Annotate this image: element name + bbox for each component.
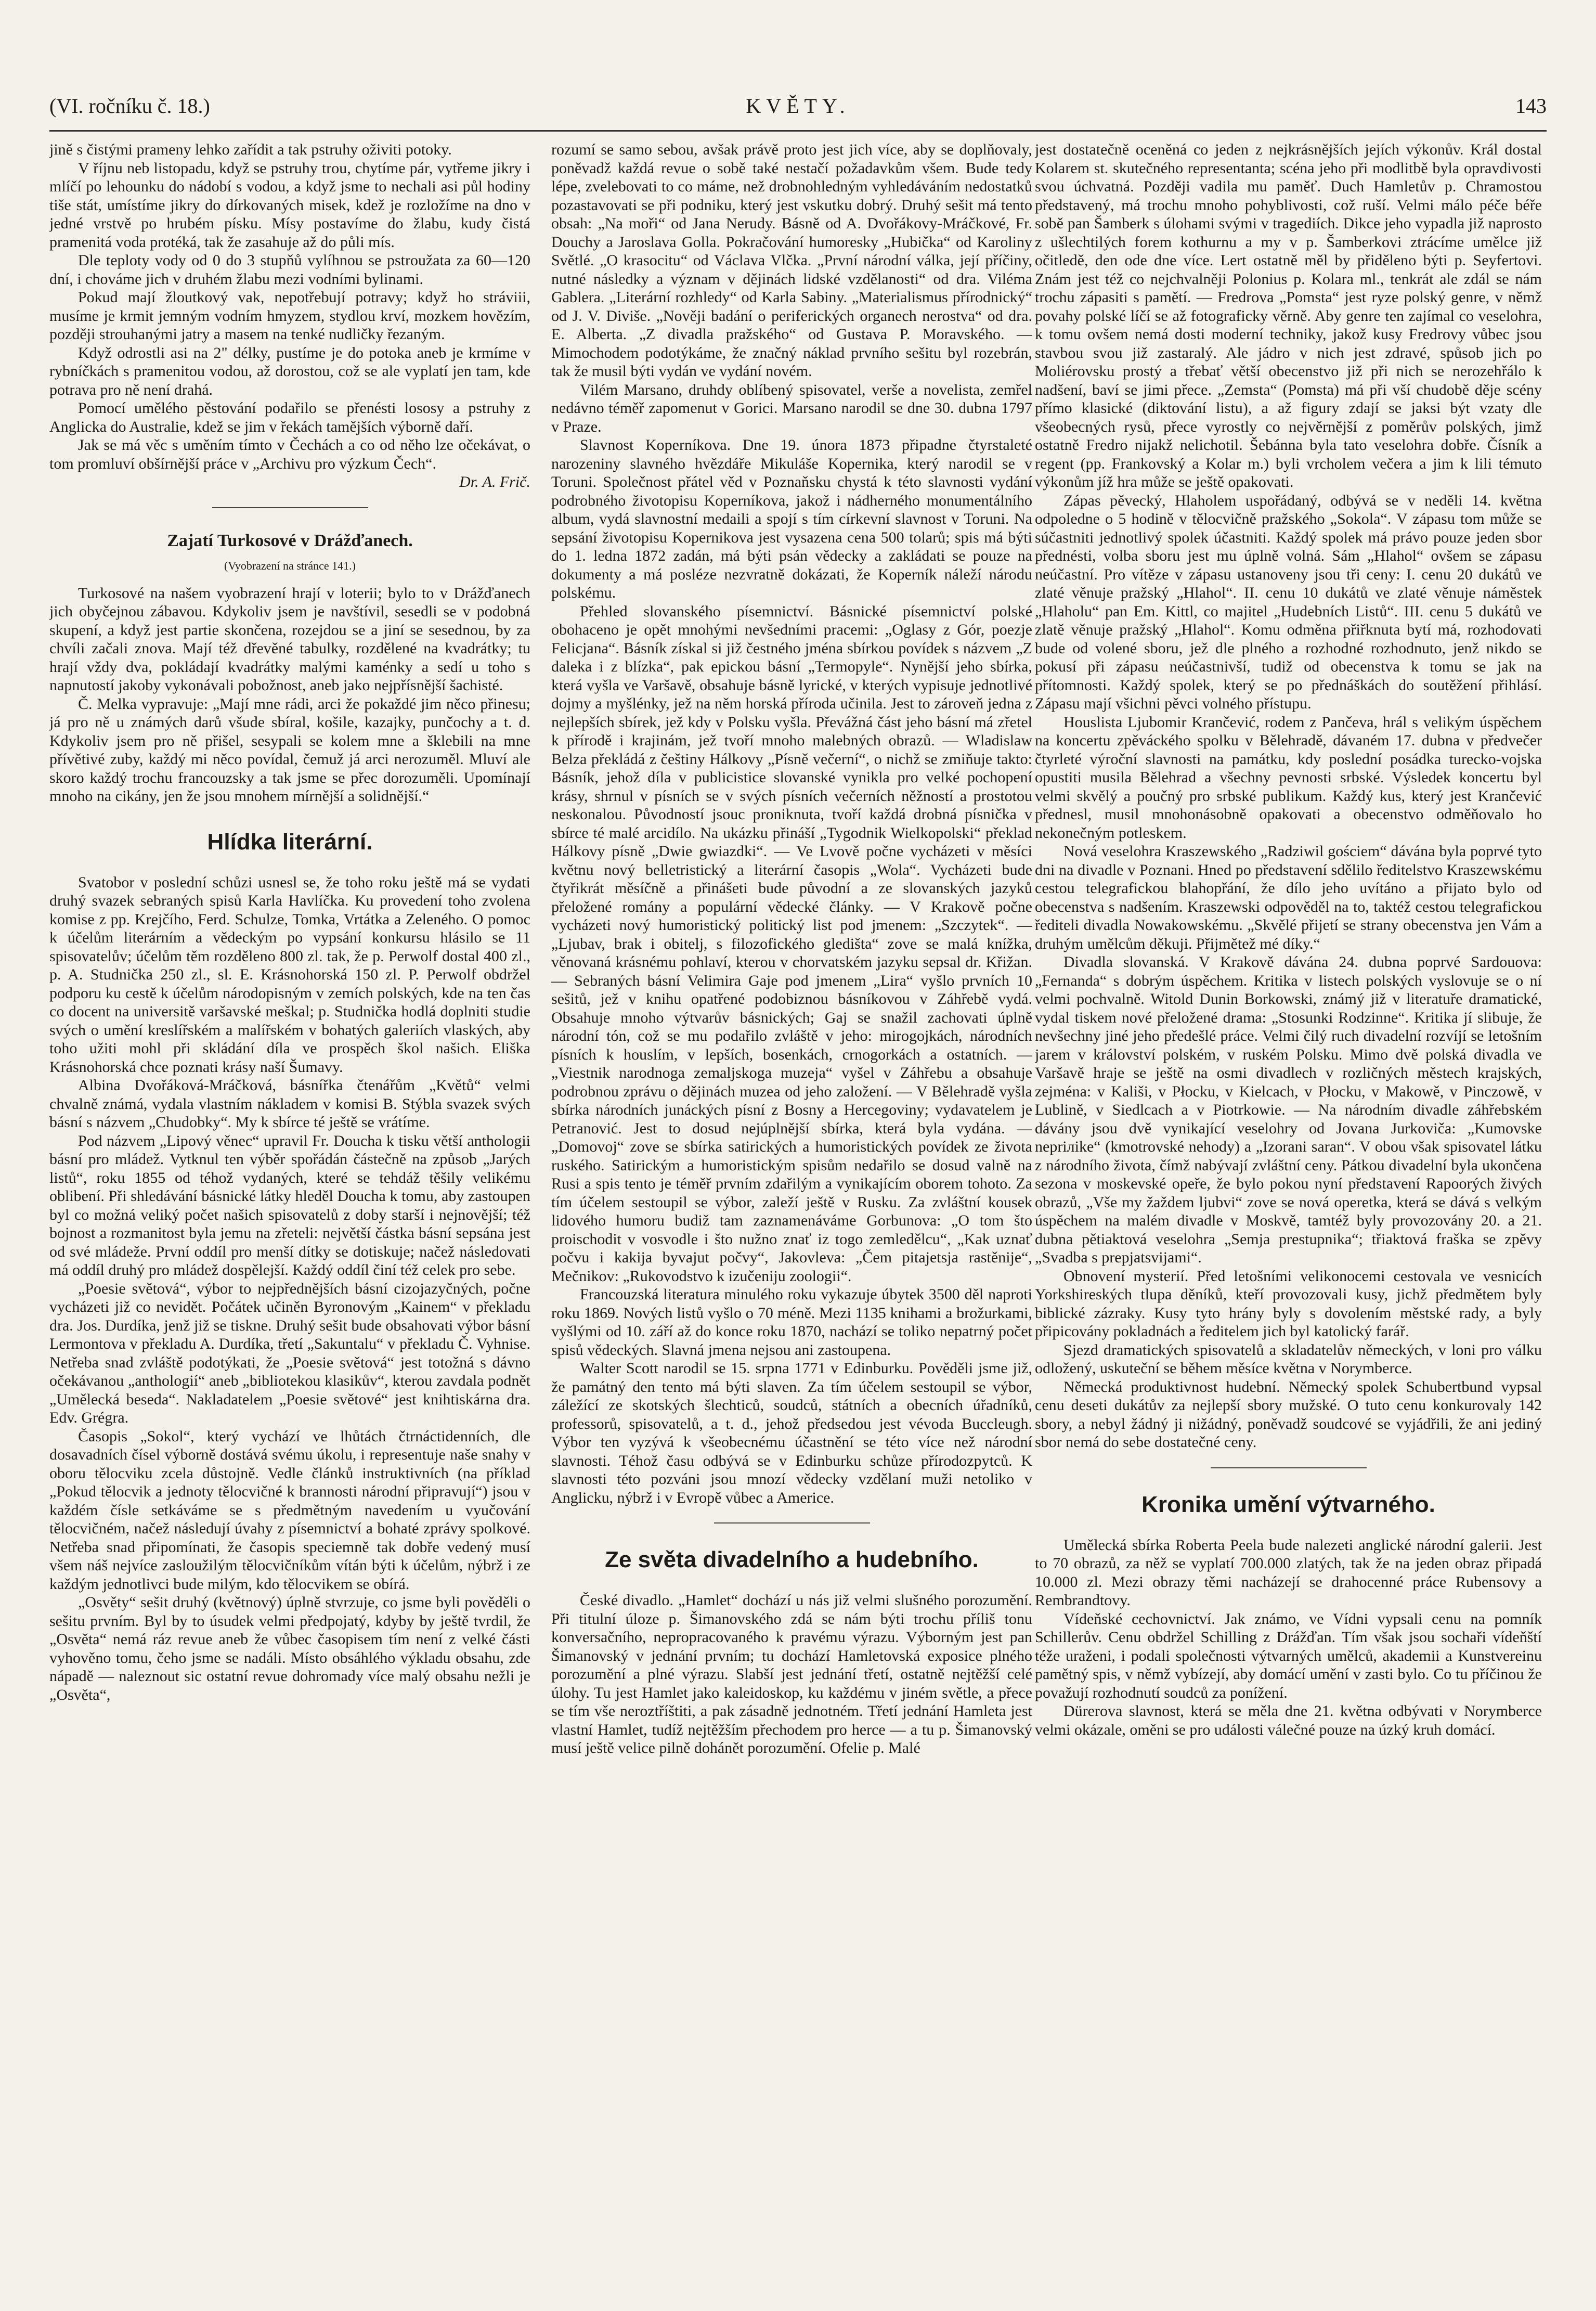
paragraph: Pod názvem „Lipový věnec“ upravil Fr. Doucha k tisku větší anthologii básní pro mládež. Vytknul ten výběr spořádán částečně na způsob „Jarých listů“, roku 1855 od téhož vydaných, které se tehdáž těšily velikému oblibení. Při shledávání básnické látky hleděl Doucha k tomu, aby zastoupen byl co možná veliký počet našich spisovatelů z doby starší i nejnovější; též bojnost a rozmanitost byla jemu na zřeteli: největší částka básní sepsána jest od své mládeže. První oddíl pro menší dítky se dotiskuje; načež následovati má oddíl druhý pro mládež dospělejší. Každý oddíl činí též celek pro sebe. bbox=[49, 1132, 530, 1279]
paragraph: „Poesie světová“, výbor to nejpřednějších básní cizojazyčných, počne vycházeti již co nevidět. Počátek učiněn Byronovým „Kainem“ v překladu dra. Jos. Durdíka, jenž již se tiskne. Druhý sešit bude obsahovati výbor básní Lermontova v překladu A. Durdíka, třetí „Sakuntalu“ v překladu Č. Vyhnise. Netřeba snad zvláště podotýkati, že „Poesie světová“ jest totožná s dávno očekávanou „anthologií“ aneb „bibliotekou klasikův“, kterou zavdala podnět „Umělecká beseda“. Nakladatelem „Poesie světové“ jest knihtiskárna dra. Edv. Grégra. bbox=[49, 1280, 530, 1426]
volume-issue: (VI. ročníku č. 18.) bbox=[49, 94, 210, 118]
paragraph: „Osvěty“ sešit druhý (květnový) úplně stvrzuje, co jsme byli pověděli o sešitu prvním. Byl by to úsudek velmi předpojatý, kdyby by ještě tvrdil, že „Osvěta“ nemá ráz revue aneb že vůbec časopisem tím není z velké části vyhověno tomu, čeho jsme se nadáli. Místo obsáhlého výkladu obsahu, zde nápadě — naleznout sic ostatní revue dohromady více malý obsahu nežli je „Osvěta“, bbox=[49, 1594, 530, 1703]
paragraph: Sjezd dramatických spisovatelů a skladatelův německých, v loni pro válku odložený, uskuteční se během měsíce května v Norymberce. bbox=[1035, 1341, 1542, 1377]
paragraph: Vilém Marsano, druhdy oblíbený spisovatel, verše a novelista, zemřel nedávno téměř zapomenut v Gorici. Marsano narodil se dne 30. dubna 1797 v Praze. bbox=[551, 381, 1032, 435]
section-title-hlidka: Hlídka literární. bbox=[207, 829, 373, 855]
paragraph: Umělecká sbírka Roberta Peela bude nalezeti anglické národní galerii. Jest to 70 obrazů, za něž se vyplatí 700.000 zlatých, tak že na jeden obraz připadá 10.000 zl. Mezi obrazy těmi nacházejí se drahocenné práce Rubensovy a Rembrandtovy. bbox=[1035, 1536, 1542, 1609]
article-subtitle: (Vyobrazení na stránce 141.) bbox=[224, 559, 356, 572]
divider bbox=[714, 1522, 870, 1524]
paragraph: Walter Scott narodil se 15. srpna 1771 v Edinburku. Pověděli jsme již, že památný den tento má býti slaven. Za tím účelem sestoupil se výbor, záležící ze skotských šlechticů, soudců, státních a obecních úřadníků, professorů, spisovatelů, a t. d., jehož předsedou jest vévoda Buccleugh. Výbor ten vyzývá k všeobecnému účastnění se této více než národní slavnosti. Téhož času odbývá se v Edinburku schůze přírodozpytců. K slavnosti této pozváni jsou mnozí vědecky vzdělaní muži netoliko v Anglicku, nýbrž i v Evropě vůbec a Americe. bbox=[551, 1360, 1032, 1506]
author-signature: Dr. A. Frič. bbox=[459, 473, 530, 490]
paragraph: Dürerova slavnost, která se měla dne 21. května odbývati v Norymberce velmi okázale, oměni se pro události válečné pouze na úzký kruh domácí. bbox=[1035, 1702, 1542, 1738]
journal-title: KVĚTY. bbox=[746, 94, 850, 118]
page-number: 143 bbox=[1515, 94, 1547, 118]
paragraph: Albina Dvořáková-Mráčková, básnířka čtenářům „Květů“ velmi chvalně známá, vydala vlastním nákladem v komisi B. Stýbla svazek svých básní s názvem „Chudobky“. My k sbírce té ještě se vrátíme. bbox=[49, 1077, 530, 1131]
section-title-divadla: Ze světa divadelního a hudebního. bbox=[605, 1547, 979, 1572]
paragraph: Nová veselohra Kraszewského „Radziwil gościem“ dávána byla poprvé tyto dni na divadle v Poznani. Hned po představení sdělilo ředitelstvo Kraszewskému cestou telegrafickou blahopřání, že dílo jeho uvítáno a přijato bylo od obecenstva s nadšením. Kraszewski odpověděl na to, taktéž cestou telegrafickou řediteli divadla Nowakowskému. „Skvělé přijetí se strany obecenstva jen Vám a druhým umělcům děkuji. Přijmětež mé díky.“ bbox=[1035, 843, 1542, 952]
paragraph: Divadla slovanská. V Krakově dávána 24. dubna poprvé Sardouova: „Fernanda“ s dobrým úspěchem. Kritika v listech polských vyslovuje se o ní velmi pochvalně. Witold Dunin Borkowski, známý již v literatuře dramatické, vydal tiskem nové přeložené drama: „Stosunki Rodzinne“. Kritika jí slibuje, že nevšechny jiné jeho předešlé práce. Velmi čilý ruch divadelní rozvíjí se letošním jarem v království polském, v ruském Polsku. Mimo dvě polská divadla ve Varšavě hraje se ještě na osmi divadlech v rozličných městech krajských, zejména: v Kališi, v Płocku, v Kielcach, v Płocku, v Makowě, v Pinczowě, v Lublině, v Siedlcach a v Piotrkowie. — Na národním divadle záhřebském dávány jsou dvě vynikající veselohry od Jovana Jurkoviča: „Kumovske nepriлike“ (kmotrovské nehody) a „Izorani saran“. V obou však spisovatel látku z národního života, čímž nabývají zvláštní ceny. Pátkou divadelní byla ukončena sezona v moskevské opeře, že bylo pokou nyní představení Rapoorých živých obrazů, „Vše my žaždem ljubvi“ zove se nová operetka, která se dává s velkým úspěchem na malém divadle v Moskvě, tamtéž byly provozovány 20. a 21. dubna pětiaktová veselohra „Semja prestupnika“; třiaktová fraška se zpěvy „Svadba s prepjatsvijami“. bbox=[1035, 953, 1542, 1266]
divider bbox=[1211, 1467, 1367, 1468]
paragraph: Svatobor v poslední schůzi usnesl se, že toho roku ještě má se vydati druhý svazek sebraných spisů Karla Havlíčka. Ku provedení toho zvolena komise z pp. Krejčího, Ferd. Schulze, Tomka, Vrtátka a Zeleného. O pomoc k účelům literárním a vědeckým po vypsání konkursu hlásilo se 11 spisovatelův; účelům těm rozděleno 800 zl. tak, že p. Perwolf dostal 400 zl., p. A. Studnička 250 zl., sl. E. Krásnohorská 150 zl. P. Perwolf obdržel podporu ku cestě k účelům národopisným v zemích polských, kde na ten čas co docent na universitě varšavské meškal; p. Studnička hodlá doplniti studie svých o umění kreslířském a malířském v bohatých galeriích vlaských, aby toho užiti mohl při skládání díla ve prospěch škol našich. Eliška Krásnohorská chce poznati krásy naší Šumavy. bbox=[49, 873, 530, 1076]
article-title-zajati: Zajatí Turkosové v Drážďanech. bbox=[167, 531, 413, 550]
paragraph: Časopis „Sokol“, který vychází ve lhůtách čtrnáctidenních, dle dosavadních čísel výborně dostává svému úkolu, i representuje naše snahy v oboru tělocviku zcela důstojně. Vedle článků instruktivních (na příklad „Pokud tělocvik a jednoty tělocvičné k brannosti národní připravují“) jsou v každém čísle setkáváme se s předmětným navedením u vyučování tělocvičném, načež následují úvahy z písemnictví a bohaté zprávy spolkové. Netřeba snad připomínati, že časopis speciemně tak dobře vedený musí všem náš nejvíce zasloužilým tělocvičníkům vítán býti k účelům, nýbrž i ze každým jednotlivci bude milým, kdo tělocvikem se obírá. bbox=[49, 1427, 530, 1593]
paragraph: Když odrostli asi na 2" délky, pustíme je do potoka aneb je krmíme v rybníčkách s pramenitou vodou, až dorostou, což se ale vyplatí jen tam, kde potrava pro ně není drahá. bbox=[49, 344, 530, 398]
paragraph: Turkosové na našem vyobrazení hrají v loterii; bylo to v Drážďanech jich obyčejnou zábavou. Kdykoliv jsem je navštívil, sesedli se v podobná skupení, a když jest partie skončena, rozejdou se a jiní se sesednou, by za chvíli začali znova. Mají též dřevěné tabulky, rozdělené na kvadrátky; tu hrají vždy dva, pokládají kvadrátky malými kaménky a sedí u toho s napnutostí jakoby vykonávali pobožnost, aneb jako nejpřísnější šachisté. bbox=[49, 584, 530, 694]
paragraph: Vídeňské cechovnictví. Jak známo, ve Vídni vypsali cenu na pomník Schillerův. Cenu obdržel Schilling z Drážďan. Tím však jsou sochaři vídeňští téže uraženi, i podali společnosti výtvarných umělců, akademii a Kunstvereinu pamětný spis, v němž vybízejí, aby domácí umění v zasti bylo. Co tu příčinou že považují rozhodnutí soudců za ponížení. bbox=[1035, 1610, 1542, 1701]
divider bbox=[212, 507, 368, 508]
header-rule bbox=[49, 130, 1547, 132]
running-head bbox=[49, 94, 1547, 125]
paragraph: České divadlo. „Hamlet“ dochází u nás již velmi slušného porozumění. Při titulní úloze p. Šimanovského zdá se nám býti trochu příliš tonu konversačního, nepropracovaného k pravému výrazu. Výborným jest pan Šimanovský v jednání prvním; tu dochází Hamletovská exposice plného porozumění a plné výrazu. Slabší jest jednání třetí, ostatně nejtěžší celé úlohy. Tu jest Hamlet jako kaleidoskop, ku každému v jiném světle, a přece se tím vše neroztříštiti, a pak zásadně jednotném. Třetí jednání Hamleta jest vlastní Hamlet, tudíž nejtěžším přechodem pro herce — a tu p. Šimanovský musí ještě velice pilně dohánět porozumění. Ofelie p. Malé bbox=[551, 1592, 1032, 1757]
paragraph: Č. Melka vypravuje: „Mají mne rádi, arci že pokaždé jim něco přinesu; já pro ně u známých darů všude sbíral, košile, kazajky, punčochy a t. d. Kdykoliv jsem pro ně přišel, sesypali se kolem mne a šklebili na mne přívětivé zuby, každý mi něco povídal, čemuž já arci nerozuměl. Mluví ale skoro každý trochu francouzsky a tak jsme se přec dorozuměli. Upomínají mnoho na cikány, jen že jsou mnohem mírnější a solidnější.“ bbox=[49, 695, 530, 805]
paragraph: jest dostatečně oceněná co jeden z nejkrásnějších jejích výkonův. Král dostal Kolarem st. skutečného representanta; scéna jeho při modlitbě byla opravdivosti svou úchvatná. Později vadila mu paměť. Duch Hamletův p. Chramostou představený, má trochu mnoho pohyblivosti, což ruší. Velmi málo péče béře sobě pan Šamberk s úlohami svými v tragediích. Dikce jeho vypadla již naprosto z ušlechtilých forem kothurnu a my v p. Šamberkovi ztrácíme umělce již očitledě, den ode dne více. Lert ostatně měl by přiděleno býti p. Seyfertovi. Znám jest též co nejchvalněji Polonius p. Kolara ml., tenkrát ale zdál se nám trochu zápasiti s pamětí. — Fredrova „Pomsta“ jest ryze polský genre, v němž povahy polské líčí se až fotograficky věrně. Aby genre ten zajímal co veselohra, k tomu ovšem nemá dosti moderní techniky, jakož kusy Fredrovy vůbec jsou stavbou svou již zastaralý. Ale jádro v nich jest zdravé, spůsob jich po Moliérovsku prostý a třebať větší obecenstvo již při nich se nerozehřálo k nadšení, baví se jimi přece. „Zemsta“ (Pomsta) má při vší chudobě děje scény přímo klasické (diktování listu), a až figury zdají se jaksi být vzaty dle všeobecných rysů, přece vyrostly co nejvěrnější z poměrův polských, jimž ostatně Fredro nijakž nelichotil. Šebánna byla tato veselohra dobře. Čísník a regent (pp. Frankovský a Kolar m.) byli vrcholem večera a jim k lili témuto výkonům jíž hra může se ještě opakovati. bbox=[1035, 141, 1542, 490]
paragraph: rozumí se samo sebou, avšak právě proto jest jich více, aby se doplňovaly, poněvadž každá revue o sobě také nestačí požadavkům všem. Bude tedy lépe, zvelebovati to co máme, než drobnohledným vyhledáváním nedostatků pozastavovati se při podniku, který jest vskutku dobrý. Druhý sešit má tento obsah: „Na moři“ od Jana Nerudy. Básně od A. Dvořákovy-Mráčkové, Fr. Douchy a Jaroslava Golla. Pokračování humoresky „Hubička“ od Karoliny Světlé. „O krasocitu“ od Václava Vlčka. „První národní válka, její příčiny, nutné následky a význam v dějinách lidské vzdělanosti“ od dra. Viléma Gablera. „Literární rozhledy“ od Karla Sabiny. „Materialismus přírodnický“ od J. V. Diviše. „Nověji badání o periferických organech nerostva“ od dra. E. Alberta. „Z divadla pražského“ od Gustava P. Moravského. — Mimochodem podotýkáme, že značný náklad prvního sešitu byl rozebrán, tak že musil býti vydán ve vydání novém. bbox=[551, 141, 1032, 380]
paragraph: Houslista Ljubomir Krančević, rodem z Pančeva, hrál s velikým úspěchem na koncertu zpěváckého spolku v Bělehradě, dávaném 17. dubna v předvečer čtyrleté výroční slavnosti na památku, kdy poslední posádka turecko-vojska opustiti musila Bělehrad a všechny pevnosti srbské. Výsledek koncertu byl velmi skvělý a poučný pro srbské publikum. Každý kus, který jest Krančević přednesl, musil mnohonásobně opakovati a obecenstvo odměňovalo ho nekonečným potleskem. bbox=[1035, 713, 1542, 842]
column-3 bbox=[1035, 140, 1542, 2283]
paragraph: Pomocí umělého pěstování podařilo se přenésti lososy a pstruhy z Anglicka do Australie, kdež se jim v řekách tamějších výborně daří. bbox=[49, 399, 530, 435]
paragraph: Pokud mají žloutkový vak, nepotřebují potravy; když ho stráviii, musíme je krmit jemným vodním hmyzem, stydlou krví, mozkem hovězím, později strouhanými jatry a masem na tenké nudličky řezaným. bbox=[49, 289, 530, 343]
paragraph: Zápas pěvecký, Hlaholem uspořádaný, odbývá se v neděli 14. května odpoledne o 5 hodině v tělocvičně pražského „Sokola“. V zápasu tom může se súčastniti jednotlivý spolek účastniti. Každý spolek má právo pouze jeden sbor přednésti, volba sboru jest mu úplně volná. Sám „Hlahol“ ovšem se zápasu neúčastní. Pro vítěze v zápasu ustanoveny jsou tři ceny: I. cenu 20 dukátů ve zlaté věnuje pražský „Hlahol“. II. cenu 10 dukátů ve zlaté věnuje náměstek „Hlaholu“ pan Em. Kittl, co majitel „Hudebních Listů“. III. cenu 5 dukátů ve zlatě věnuje pražský „Hlahol“. Komu odměna přiřknuta bytí má, rozhodovati bude od volené sboru, jež dle plného a rozhodné rozhodnuto, jenž nikdo se pokusí při zápasu neúčastnivší, tudiž od obecenstva k tomu se jak na přítomnosti. Každý spolek, který se po přednáškách do soutěžení přihlásí. Zápasu mají všichni pěvci volného přístupu. bbox=[1035, 492, 1542, 712]
paragraph: V říjnu neb listopadu, když se pstruhy trou, chytíme pár, vytřeme jikry i mlíčí po lehounku do nádobí s vodou, a když jsme to nechali asi půl hodiny tiše stát, umístíme jikry do dírkovaných misek, kdež je rozložíme na dno v jedné vrstvě po hrubém písku. Mísy postavíme do žlabu, kudy čistá pramenitá voda protéká, tak že zasahuje až do půli mís. bbox=[49, 159, 530, 251]
column-1 bbox=[49, 140, 530, 2283]
paragraph: Obnovení mysterií. Před letošními velikonocemi cestovala ve vesnicích Yorkshireských tlupa děníků, kteří provozovali kusy, jichž předmětem byly biblické zázraky. Kusy tyto hrány byly s dovolením městské rady, a byly připiсovány pokladnách a ředitelem jich byl katolický farář. bbox=[1035, 1267, 1542, 1340]
paragraph: Slavnost Koperníkova. Dne 19. února 1873 připadne čtyrstaleté narozeniny slavného hvězdáře Mikuláše Kopernika, který narodil se v Toruni. Společnost přátel věd v Poznaňsku chystá k této slavnosti vydání podrobného životopisu Koperníkova, jakož i nádherného monumentálního album, vydá slavnostní medaili a spojí s tím církevní slavnost v Toruni. Na sepsání životopisu Kopernikova jest vysazena cena 500 tolarů; spis má býti do 1. ledna 1872 zadán, má býti psán vědecky a zakládati se pouze na dokumenty a má posléze nezvratně dokázati, že Koperník náleží národu polskému. bbox=[551, 436, 1032, 601]
paragraph: jině s čistými prameny lehko zařídit a tak pstruhy oživiti potoky. bbox=[49, 141, 452, 158]
paragraph: Dle teploty vody od 0 do 3 stupňů vylíhnou se pstroužata za 60—120 dní, i chováme jich v druhém žlabu mezi vodními bylinami. bbox=[49, 252, 530, 288]
paragraph: Německá produktivnost hudební. Německý spolek Schubertbund vypsal cenu deseti dukátův za nejlepší sbory mužské. O tuto cenu konkurovaly 142 sbory, a nebyl žádný ji nižádný, poněvadž soudcové se vyjádřili, že ani jediný sbor nemá do sebe dostatečné ceny. bbox=[1035, 1378, 1542, 1451]
paragraph: Francouzská literatura minulého roku vykazuje úbytek 3500 děl naproti roku 1869. Nových listů vyšlo o 70 méně. Mezi 1135 knihami a brožurkami, vyšlými od 10. září až do konce roku 1870, nachází se toliko nepatrný počet spisů vědeckých. Slavná jmena nejsou ani zastoupena. bbox=[551, 1286, 1032, 1359]
paragraph: Jak se má věc s uměním tímto v Čechách a co od něho lze očekávat, o tom promluví obšírnější práce v „Archivu pro výzkum Čech“. bbox=[49, 436, 530, 472]
column-2 bbox=[551, 140, 1032, 2283]
section-title-kronika: Kronika umění výtvarného. bbox=[1141, 1491, 1435, 1517]
paragraph: Přehled slovanského písemnictví. Básnické písemnictví polské obohaceno je opět mnohými nevšedními pracemi: „Oglasy z Gór, poezje Felicjana“. Básník získal si již čestného jména sbírkou povídek s názvem „Z daleka i z blízka“, pak epickou básní „Termopyle“. Nynější jeho sbírka, která vyšla ve Varšavě, obsahuje básně lyrické, v kterých vypisuje jednotlivé dojmy a myšlénky, jež na něm horská příroda učinila. Jest to zároveň jedna z nejlepších sbírek, jež kdy v Polsku vyšla. Převážná část jeho básní má zřetel k přírodě i krajinám, jež tvoří mnoho malebných obrazů. — Wladislaw Belza překládá z češtiny Hálkovy „Písně večerní“, o nichž se zmiňuje takto: Básník, jehož díla v publicistice slovanské vynikla pro velké pochopení krásy, shrnul v písních se v svých písních večerních něžností a prostotou neskonalou. Původností jsouc proniknuta, tvoří každá drobná písnička v sbírce té malé arcidílo. Na ukázku přináší „Tygodnik Wielkopolski“ překlad Hálkovy písně „Dwie gwiazdki“. — Ve Lvově počne vycházeti v měsíci květnu nový belletristický a literární časopis „Wola“. Vycházeti bude čtyřikrát měsíčně a přinášeti bude původní a ze slovanských jazyků přeložené romány a populární vědecké články. — V Krakově počne vycházeti nový humoristický politický list pod jmenem: „Szczytek“. — „Ljubav, brak i obitelj, s filozofického gledišta“ zove se malá knížka, věnovaná krásnému pohlaví, kterou v chorvatském jazyku sepsal dr. Křižan. — Sebraných básní Velimira Gaje pod jmenem „Lira“ vyšlo prvních 10 sešitů, jež v knihu opatřené podobiznou básníkovou v Záhřebě vydá. Obsahuje mnoho výtvarův básnických; Gaj se snažil zachovati úplně národní tón, což se mu podařilo zvláště v jeho: mirogojkách, národních písních k houslím, v lepších, bosenkách, crnogorkách a ostatních. — „Viestnik narodnoga zemaljskoga muzeja“ vyšel v Záhřebu a obsahuje podrobnou zprávu o dějinách muzea od jeho založení. — V Bělehradě vyšla sbírka národních junáckých písní z Bosny a Hercegoviny; vydavatelem je Petranović. Jest to dosud nejúplnější sbírka, která byla vydána. — „Domovoj“ zove se sbírka satirických a humoristických povídek ze života ruského. Satirickým a humoristickým spisům nedařilo se dosud valně na Rusi a spis tento je téměř prvním zdařilým a vynikajícím oborem tohoto. Za tím účelem sestoupil se výbor, zaleží ještě v Rusku. Za zvláštní kousek lidového humoru budiž tam zaznamenáváme Gorbunova: „O tom što proischodit v vosvodle i što nužno znať iz togo zemledělcu“, „Kak uznať počvu i kakija byvajut počvy“, Jakovleva: „Čem pitajetsja rastěnije“, Mečnikov: „Rukovodstvo k izučeniju zoologii“. bbox=[551, 602, 1032, 1285]
